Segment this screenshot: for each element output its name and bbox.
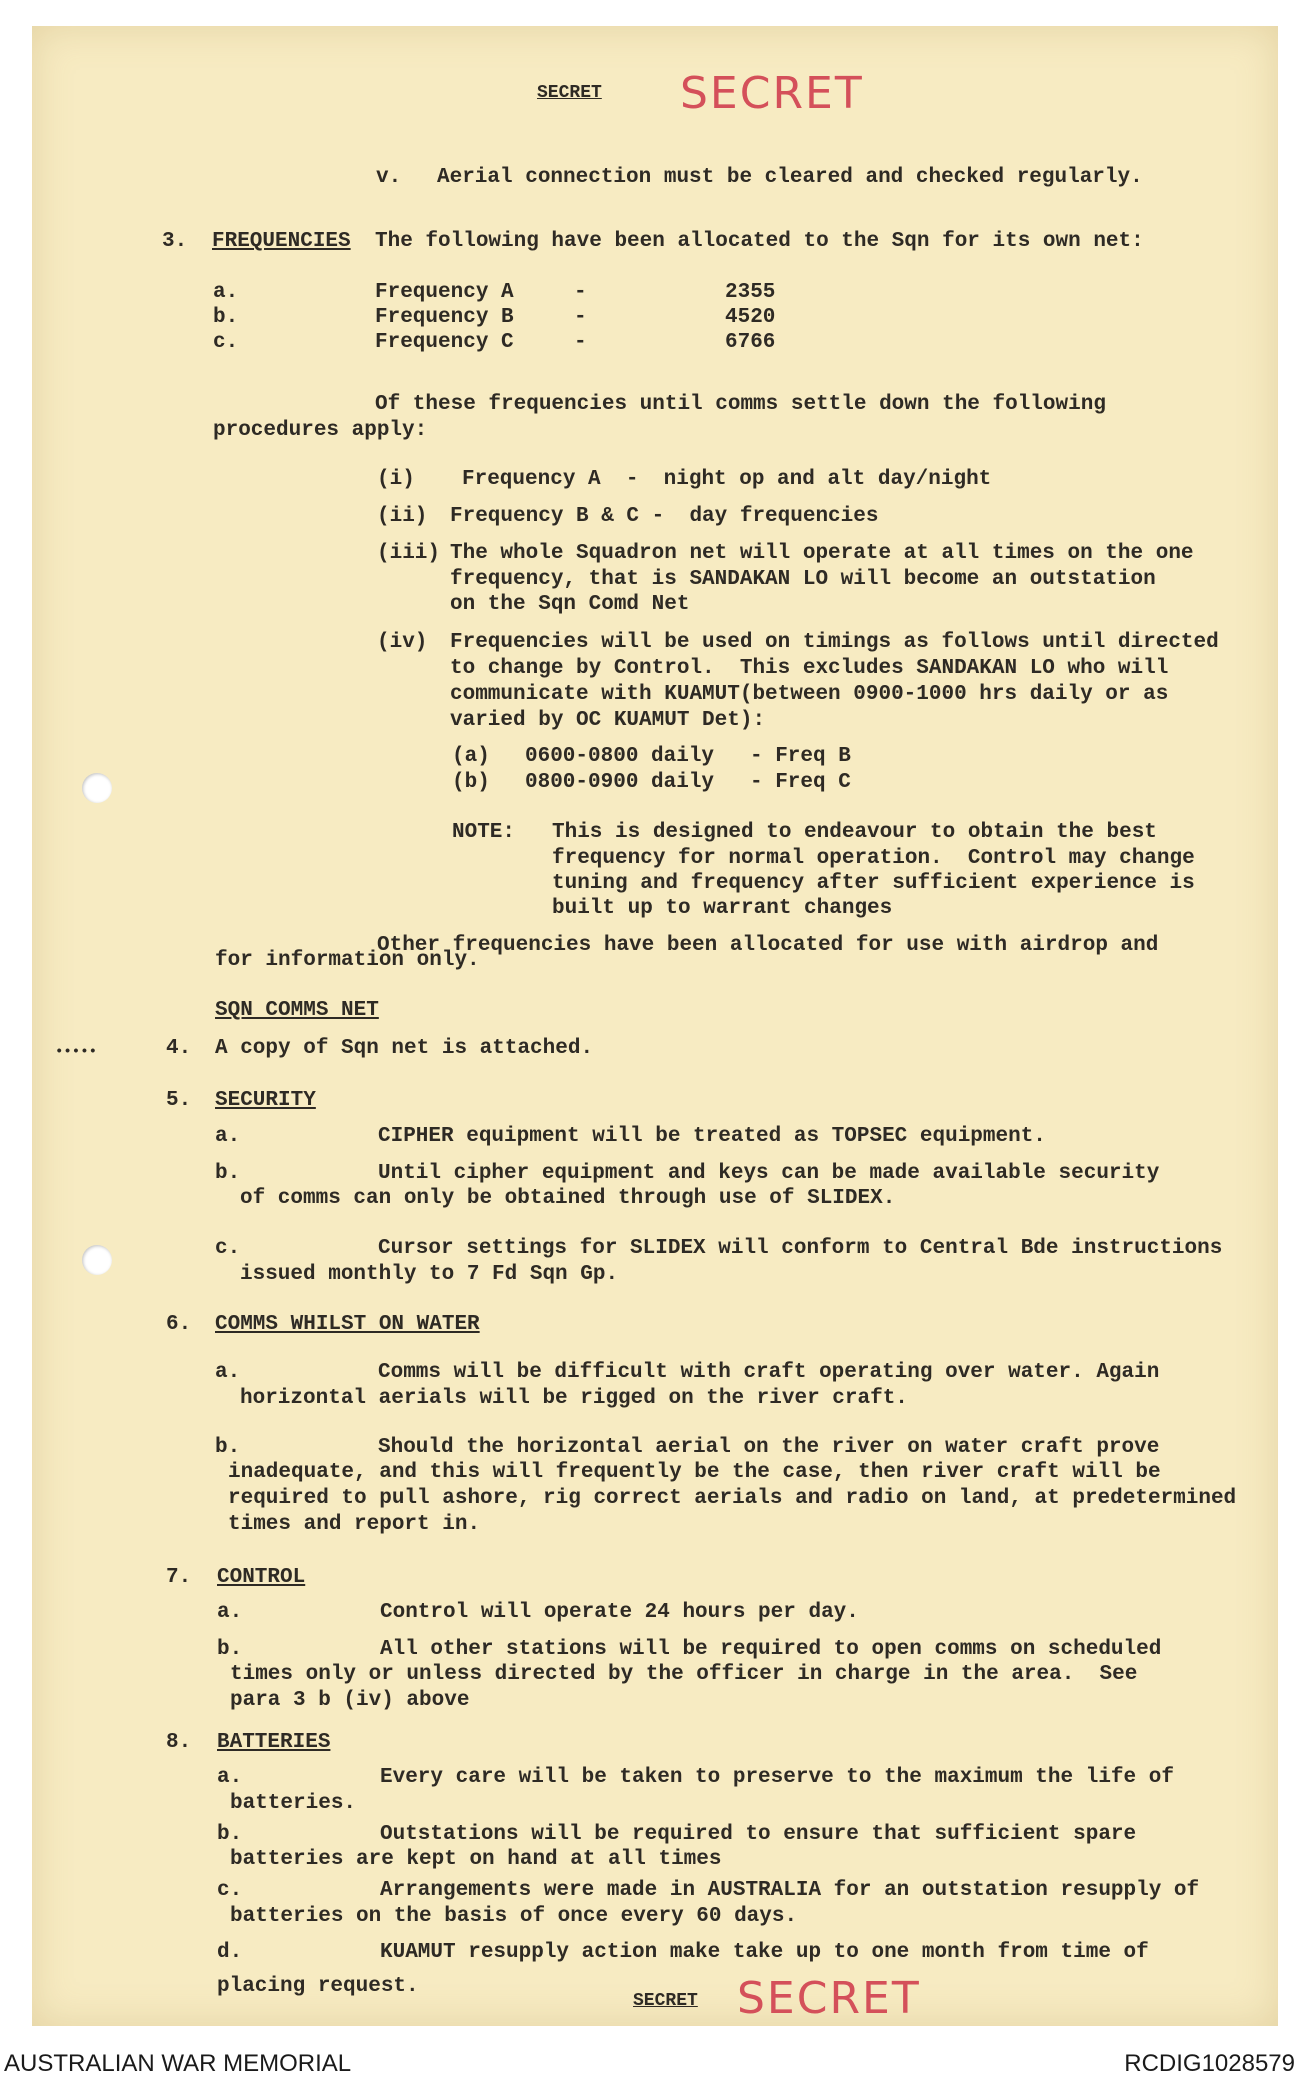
item-v-text: Aerial connection must be cleared and checked regularly. xyxy=(437,166,1143,189)
s6-b-line-1: Should the horizontal aerial on the river on water craft prove xyxy=(378,1436,1160,1459)
proc-iv-line-4: varied by OC KUAMUT Det): xyxy=(450,709,766,732)
s7-b-line-1: All other stations will be required to open comms on scheduled xyxy=(380,1638,1162,1661)
freq-b-dash: - xyxy=(574,306,587,329)
s5-b-letter: b. xyxy=(215,1162,241,1185)
s8-c-letter: c. xyxy=(217,1879,243,1902)
proc-i-text: Frequency A - night op and alt day/night xyxy=(462,468,992,491)
s6-a-letter: a. xyxy=(215,1361,241,1384)
s3-title: FREQUENCIES xyxy=(212,230,351,253)
freq-a-name: Frequency A xyxy=(375,281,514,304)
punch-hole-top xyxy=(82,773,112,803)
note-line-3: tuning and frequency after sufficient experience is xyxy=(552,872,1195,895)
s8-title: BATTERIES xyxy=(217,1731,331,1754)
s8-a-line-2: batteries. xyxy=(230,1792,357,1815)
other-frequencies-line-2: for information only. xyxy=(215,949,480,972)
s6-b-line-4: times and report in. xyxy=(228,1513,481,1536)
s6-b-letter: b. xyxy=(215,1436,241,1459)
secret-typed-header: SECRET xyxy=(537,83,602,103)
s5-num: 5. xyxy=(166,1089,192,1112)
s8-d-letter: d. xyxy=(217,1941,243,1964)
freq-c-name: Frequency C xyxy=(375,331,514,354)
freq-b-name: Frequency B xyxy=(375,306,514,329)
s7-b-letter: b. xyxy=(217,1638,243,1661)
proc-iv-a-freq: - Freq B xyxy=(750,745,851,768)
secret-stamp-header: SECRET xyxy=(680,68,864,119)
s8-b-letter: b. xyxy=(217,1823,243,1846)
s5-c-letter: c. xyxy=(215,1237,241,1260)
margin-dots: ••••• xyxy=(55,1044,98,1060)
s3-intro: The following have been allocated to the Sqn for its own net: xyxy=(375,230,1144,253)
note-line-2: frequency for normal operation. Control may change xyxy=(552,847,1195,870)
freq-a-value: 2355 xyxy=(725,281,776,304)
s8-num: 8. xyxy=(166,1731,192,1754)
s8-d-line-1: KUAMUT resupply action make take up to one month from time of xyxy=(380,1941,1149,1964)
proc-iv-a-num: (a) xyxy=(452,745,490,768)
freq-c-value: 6766 xyxy=(725,331,776,354)
proc-iv-line-2: to change by Control. This excludes SANDAKAN LO who will xyxy=(450,657,1169,680)
s8-d-line-2: placing request. xyxy=(217,1975,419,1998)
proc-iv-line-1: Frequencies will be used on timings as follows until directed xyxy=(450,631,1219,654)
note-line-1: This is designed to endeavour to obtain the best xyxy=(552,821,1157,844)
proc-iv-b-text: 0800-0900 daily xyxy=(525,771,715,794)
proc-iii-line-2: frequency, that is SANDAKAN LO will become an outstation xyxy=(450,568,1156,591)
proc-iii-line-1: The whole Squadron net will operate at all times on the one xyxy=(450,542,1194,565)
footer-id: RCDIG1028579 xyxy=(1124,2050,1295,2077)
s8-b-line-1: Outstations will be required to ensure that sufficient spare xyxy=(380,1823,1137,1846)
s5-a-letter: a. xyxy=(215,1125,241,1148)
s5-c-line-2: issued monthly to 7 Fd Sqn Gp. xyxy=(240,1263,619,1286)
proc-i-num: (i) xyxy=(377,468,415,491)
s6-a-line-1: Comms will be difficult with craft operating over water. Again xyxy=(378,1361,1160,1384)
s6-b-line-3: required to pull ashore, rig correct aerials and radio on land, at predetermined xyxy=(228,1487,1237,1510)
s6-title: COMMS WHILST ON WATER xyxy=(215,1313,480,1336)
s7-a-letter: a. xyxy=(217,1601,243,1624)
s8-b-line-2: batteries are kept on hand at all times xyxy=(230,1848,722,1871)
s7-num: 7. xyxy=(166,1566,192,1589)
s6-num: 6. xyxy=(166,1313,192,1336)
procedures-line-2: procedures apply: xyxy=(213,419,428,442)
footer-source: AUSTRALIAN WAR MEMORIAL xyxy=(4,2050,352,2077)
s8-a-line-1: Every care will be taken to preserve to the maximum the life of xyxy=(380,1766,1174,1789)
proc-ii-num: (ii) xyxy=(377,505,428,528)
freq-b-value: 4520 xyxy=(725,306,776,329)
freq-a-dash: - xyxy=(574,281,587,304)
note-label: NOTE: xyxy=(452,821,516,844)
s5-b-line-1: Until cipher equipment and keys can be made available security xyxy=(378,1162,1160,1185)
s6-a-line-2: horizontal aerials will be rigged on the river craft. xyxy=(240,1387,908,1410)
proc-iii-num: (iii) xyxy=(377,542,441,565)
secret-stamp-footer: SECRET xyxy=(737,1973,921,2024)
s5-a-text: CIPHER equipment will be treated as TOPSEC equipment. xyxy=(378,1125,1046,1148)
s8-c-line-1: Arrangements were made in AUSTRALIA for an outstation resupply of xyxy=(380,1879,1200,1902)
s4-num: 4. xyxy=(166,1037,192,1060)
freq-a-letter: a. xyxy=(213,281,239,304)
proc-ii-text: Frequency B & C - day frequencies xyxy=(450,505,879,528)
proc-iv-a-text: 0600-0800 daily xyxy=(525,745,715,768)
proc-iv-b-freq: - Freq C xyxy=(750,771,851,794)
item-v-num: v. xyxy=(376,166,402,189)
note-line-4: built up to warrant changes xyxy=(552,897,893,920)
s8-c-line-2: batteries on the basis of once every 60 days. xyxy=(230,1905,798,1928)
proc-iii-line-3: on the Sqn Comd Net xyxy=(450,593,690,616)
s8-a-letter: a. xyxy=(217,1766,243,1789)
s5-title: SECURITY xyxy=(215,1089,316,1112)
proc-iv-num: (iv) xyxy=(377,631,428,654)
s5-b-line-2: of comms can only be obtained through use of SLIDEX. xyxy=(240,1187,896,1210)
proc-iv-line-3: communicate with KUAMUT(between 0900-1000 hrs daily or as xyxy=(450,683,1169,706)
s4-text: A copy of Sqn net is attached. xyxy=(215,1037,594,1060)
s7-a-text: Control will operate 24 hours per day. xyxy=(380,1601,859,1624)
punch-hole-bottom xyxy=(82,1245,112,1275)
s4-title: SQN COMMS NET xyxy=(215,999,379,1022)
other-frequencies-line-1: Other frequencies have been allocated for use with airdrop and xyxy=(377,934,1159,957)
s7-b-line-3: para 3 b (iv) above xyxy=(230,1689,470,1712)
freq-b-letter: b. xyxy=(213,306,239,329)
procedures-line-1: Of these frequencies until comms settle down the following xyxy=(375,393,1106,416)
secret-typed-footer: SECRET xyxy=(633,1991,698,2011)
s7-title: CONTROL xyxy=(217,1566,306,1589)
s7-b-line-2: times only or unless directed by the officer in charge in the area. See xyxy=(230,1663,1138,1686)
proc-iv-b-num: (b) xyxy=(452,771,490,794)
s5-c-line-1: Cursor settings for SLIDEX will conform to Central Bde instructions xyxy=(378,1237,1223,1260)
freq-c-dash: - xyxy=(574,331,587,354)
s6-b-line-2: inadequate, and this will frequently be the case, then river craft will be xyxy=(228,1461,1161,1484)
s3-num: 3. xyxy=(162,230,188,253)
freq-c-letter: c. xyxy=(213,331,239,354)
